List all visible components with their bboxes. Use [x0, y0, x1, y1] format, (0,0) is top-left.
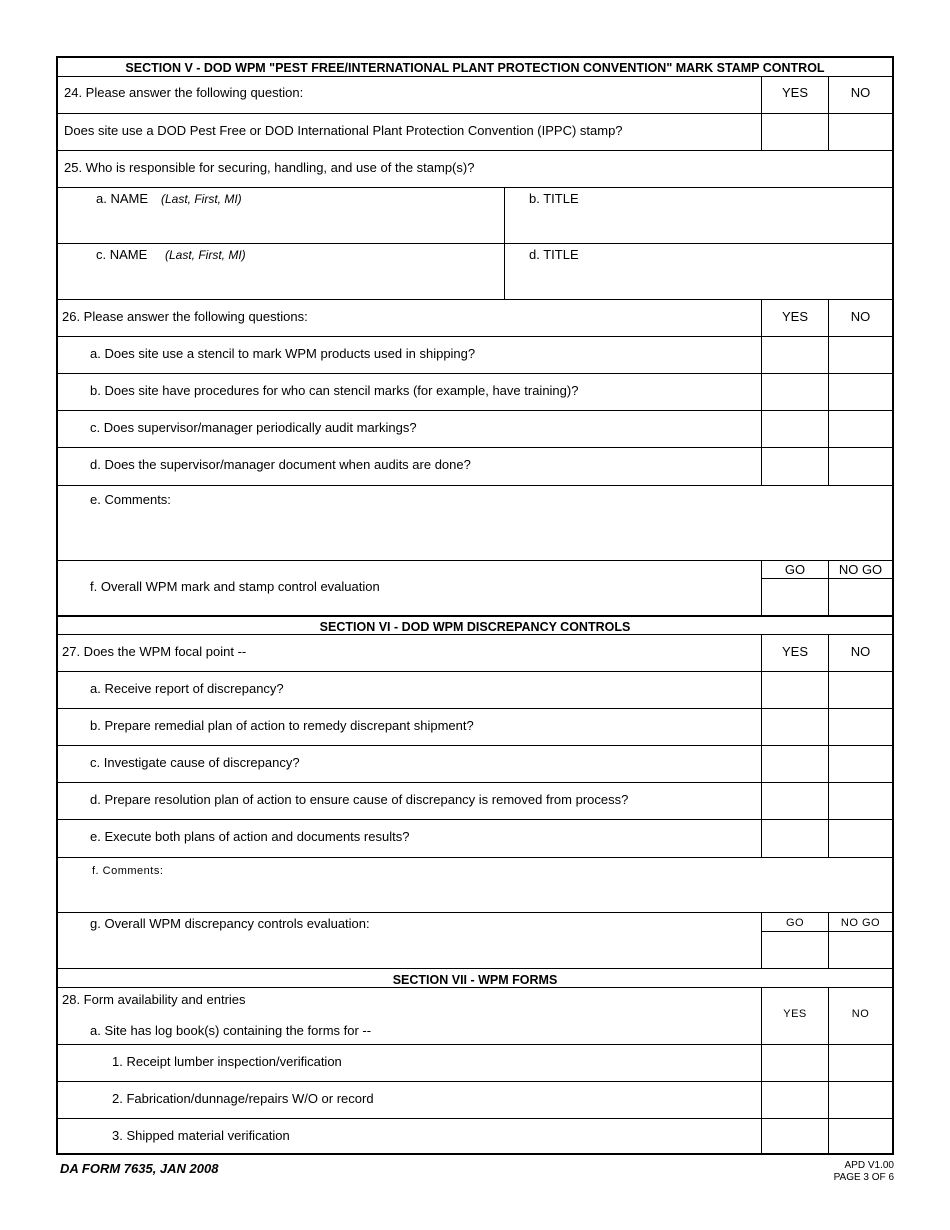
q26-f-nogo-header: NO GO — [838, 562, 883, 577]
q26-a-yes-checkbox[interactable] — [762, 337, 828, 373]
q27-g-nogo-header: NO GO — [840, 917, 881, 929]
divider — [58, 560, 892, 561]
divider — [58, 615, 892, 617]
q27-d-yes-checkbox[interactable] — [762, 783, 828, 819]
divider — [828, 635, 829, 857]
q27-a-text: a. Receive report of discrepancy? — [90, 681, 284, 696]
divider — [58, 968, 892, 969]
q26-f-go-checkbox[interactable] — [762, 579, 828, 615]
q26-b-yes-checkbox[interactable] — [762, 374, 828, 410]
form-identifier: DA FORM 7635, JAN 2008 — [60, 1161, 219, 1176]
q26-yes-header: YES — [781, 309, 808, 324]
q26-d-text: d. Does the supervisor/manager document when audits are done? — [90, 457, 471, 472]
divider — [761, 300, 762, 485]
q24-yes-checkbox[interactable] — [762, 114, 828, 150]
q26-d-no-checkbox[interactable] — [829, 448, 892, 484]
q25-c-label: c. NAME — [96, 247, 148, 262]
divider — [58, 76, 892, 77]
q28-2-text: 2. Fabrication/dunnage/repairs W/O or record — [112, 1091, 374, 1106]
divider — [58, 634, 892, 635]
divider — [828, 561, 829, 616]
q27-g-text: g. Overall WPM discrepancy controls evaluation: — [90, 916, 370, 931]
q26-f-go-header: GO — [784, 562, 806, 577]
q26-f-text: f. Overall WPM mark and stamp control evaluation — [90, 579, 380, 594]
divider — [58, 987, 892, 988]
q28-1-no-checkbox[interactable] — [829, 1045, 892, 1081]
section-v-title: SECTION V - DOD WPM "PEST FREE/INTERNATIONAL PLANT PROTECTION CONVENTION" MARK STAMP CONTROL — [125, 61, 825, 75]
q28-1-yes-checkbox[interactable] — [762, 1045, 828, 1081]
q27-b-yes-checkbox[interactable] — [762, 709, 828, 745]
divider — [828, 913, 829, 968]
divider — [761, 988, 762, 1153]
q26-f-nogo-checkbox[interactable] — [829, 579, 892, 615]
q26-a-no-checkbox[interactable] — [829, 337, 892, 373]
q27-e-no-checkbox[interactable] — [829, 820, 892, 856]
q28-3-yes-checkbox[interactable] — [762, 1119, 828, 1154]
divider — [58, 912, 892, 913]
divider — [828, 77, 829, 151]
q26-no-header: NO — [850, 309, 871, 324]
q27-text: 27. Does the WPM focal point -- — [62, 644, 247, 659]
q27-a-yes-checkbox[interactable] — [762, 672, 828, 708]
q28-text: 28. Form availability and entries — [62, 992, 246, 1007]
q28-3-no-checkbox[interactable] — [829, 1119, 892, 1154]
q28-a-text: a. Site has log book(s) containing the forms for -- — [90, 1023, 372, 1038]
divider — [761, 913, 762, 968]
q26-e-label: e. Comments: — [90, 492, 171, 507]
q26-a-text: a. Does site use a stencil to mark WPM products used in shipping? — [90, 346, 476, 361]
q27-d-text: d. Prepare resolution plan of action to ensure cause of discrepancy is removed from process? — [90, 792, 629, 807]
q28-3-text: 3. Shipped material verification — [112, 1128, 290, 1143]
q24-question: Does site use a DOD Pest Free or DOD International Plant Protection Convention (IPPC) stamp? — [64, 123, 623, 138]
divider — [761, 635, 762, 857]
divider — [504, 188, 505, 299]
q24-text: 24. Please answer the following question: — [64, 85, 304, 100]
divider — [761, 561, 762, 616]
q28-yes-header: YES — [783, 1008, 807, 1020]
q25-a-hint: (Last, First, MI) — [161, 192, 242, 206]
q26-b-no-checkbox[interactable] — [829, 374, 892, 410]
q28-1-text: 1. Receipt lumber inspection/verification — [112, 1054, 342, 1069]
q27-c-yes-checkbox[interactable] — [762, 746, 828, 782]
divider — [828, 988, 829, 1153]
q25-d-label: d. TITLE — [529, 247, 579, 262]
q28-no-header: NO — [851, 1008, 870, 1020]
divider — [761, 77, 762, 151]
q27-b-text: b. Prepare remedial plan of action to remedy discrepant shipment? — [90, 718, 474, 733]
divider — [828, 300, 829, 485]
q26-d-yes-checkbox[interactable] — [762, 448, 828, 484]
q27-b-no-checkbox[interactable] — [829, 709, 892, 745]
section-vii-title: SECTION VII - WPM FORMS — [392, 973, 558, 987]
q24-yes-header: YES — [781, 85, 808, 100]
q25-a-name-field[interactable] — [58, 188, 504, 243]
q27-g-nogo-checkbox[interactable] — [829, 932, 892, 968]
q24-no-checkbox[interactable] — [829, 114, 892, 150]
q28-2-no-checkbox[interactable] — [829, 1082, 892, 1118]
q27-a-no-checkbox[interactable] — [829, 672, 892, 708]
q24-no-header: NO — [850, 85, 871, 100]
q27-d-no-checkbox[interactable] — [829, 783, 892, 819]
q27-f-comments-field[interactable] — [58, 858, 892, 912]
q27-f-label: f. Comments: — [92, 865, 164, 877]
da-form-7635-page — [56, 56, 894, 1155]
q25-a-label: a. NAME — [96, 191, 149, 206]
q25-c-hint: (Last, First, MI) — [165, 248, 246, 262]
q27-no-header: NO — [850, 644, 871, 659]
q27-g-go-header: GO — [785, 917, 805, 929]
q25-text: 25. Who is responsible for securing, handling, and use of the stamp(s)? — [64, 160, 475, 175]
q26-c-text: c. Does supervisor/manager periodically audit markings? — [90, 420, 417, 435]
section-vi-title: SECTION VI - DOD WPM DISCREPANCY CONTROLS — [319, 620, 631, 634]
q26-c-yes-checkbox[interactable] — [762, 411, 828, 447]
q28-2-yes-checkbox[interactable] — [762, 1082, 828, 1118]
q26-e-comments-field[interactable] — [58, 486, 892, 560]
q27-c-no-checkbox[interactable] — [829, 746, 892, 782]
q25-c-name-field[interactable] — [58, 244, 504, 299]
page-info — [834, 1160, 894, 1184]
q27-yes-header: YES — [781, 644, 808, 659]
q27-e-text: e. Execute both plans of action and documents results? — [90, 829, 410, 844]
q26-text: 26. Please answer the following questions: — [62, 309, 308, 324]
q27-g-go-checkbox[interactable] — [762, 932, 828, 968]
q27-e-yes-checkbox[interactable] — [762, 820, 828, 856]
q25-b-label: b. TITLE — [529, 191, 579, 206]
version-label: APD V1.00 — [844, 1160, 894, 1171]
q27-c-text: c. Investigate cause of discrepancy? — [90, 755, 300, 770]
q25-d-title-field[interactable] — [505, 244, 892, 299]
divider — [58, 150, 892, 151]
page-number: PAGE 3 OF 6 — [833, 1172, 894, 1183]
q26-c-no-checkbox[interactable] — [829, 411, 892, 447]
divider — [58, 299, 892, 300]
q26-b-text: b. Does site have procedures for who can stencil marks (for example, have training)? — [90, 383, 579, 398]
q25-b-title-field[interactable] — [505, 188, 892, 243]
